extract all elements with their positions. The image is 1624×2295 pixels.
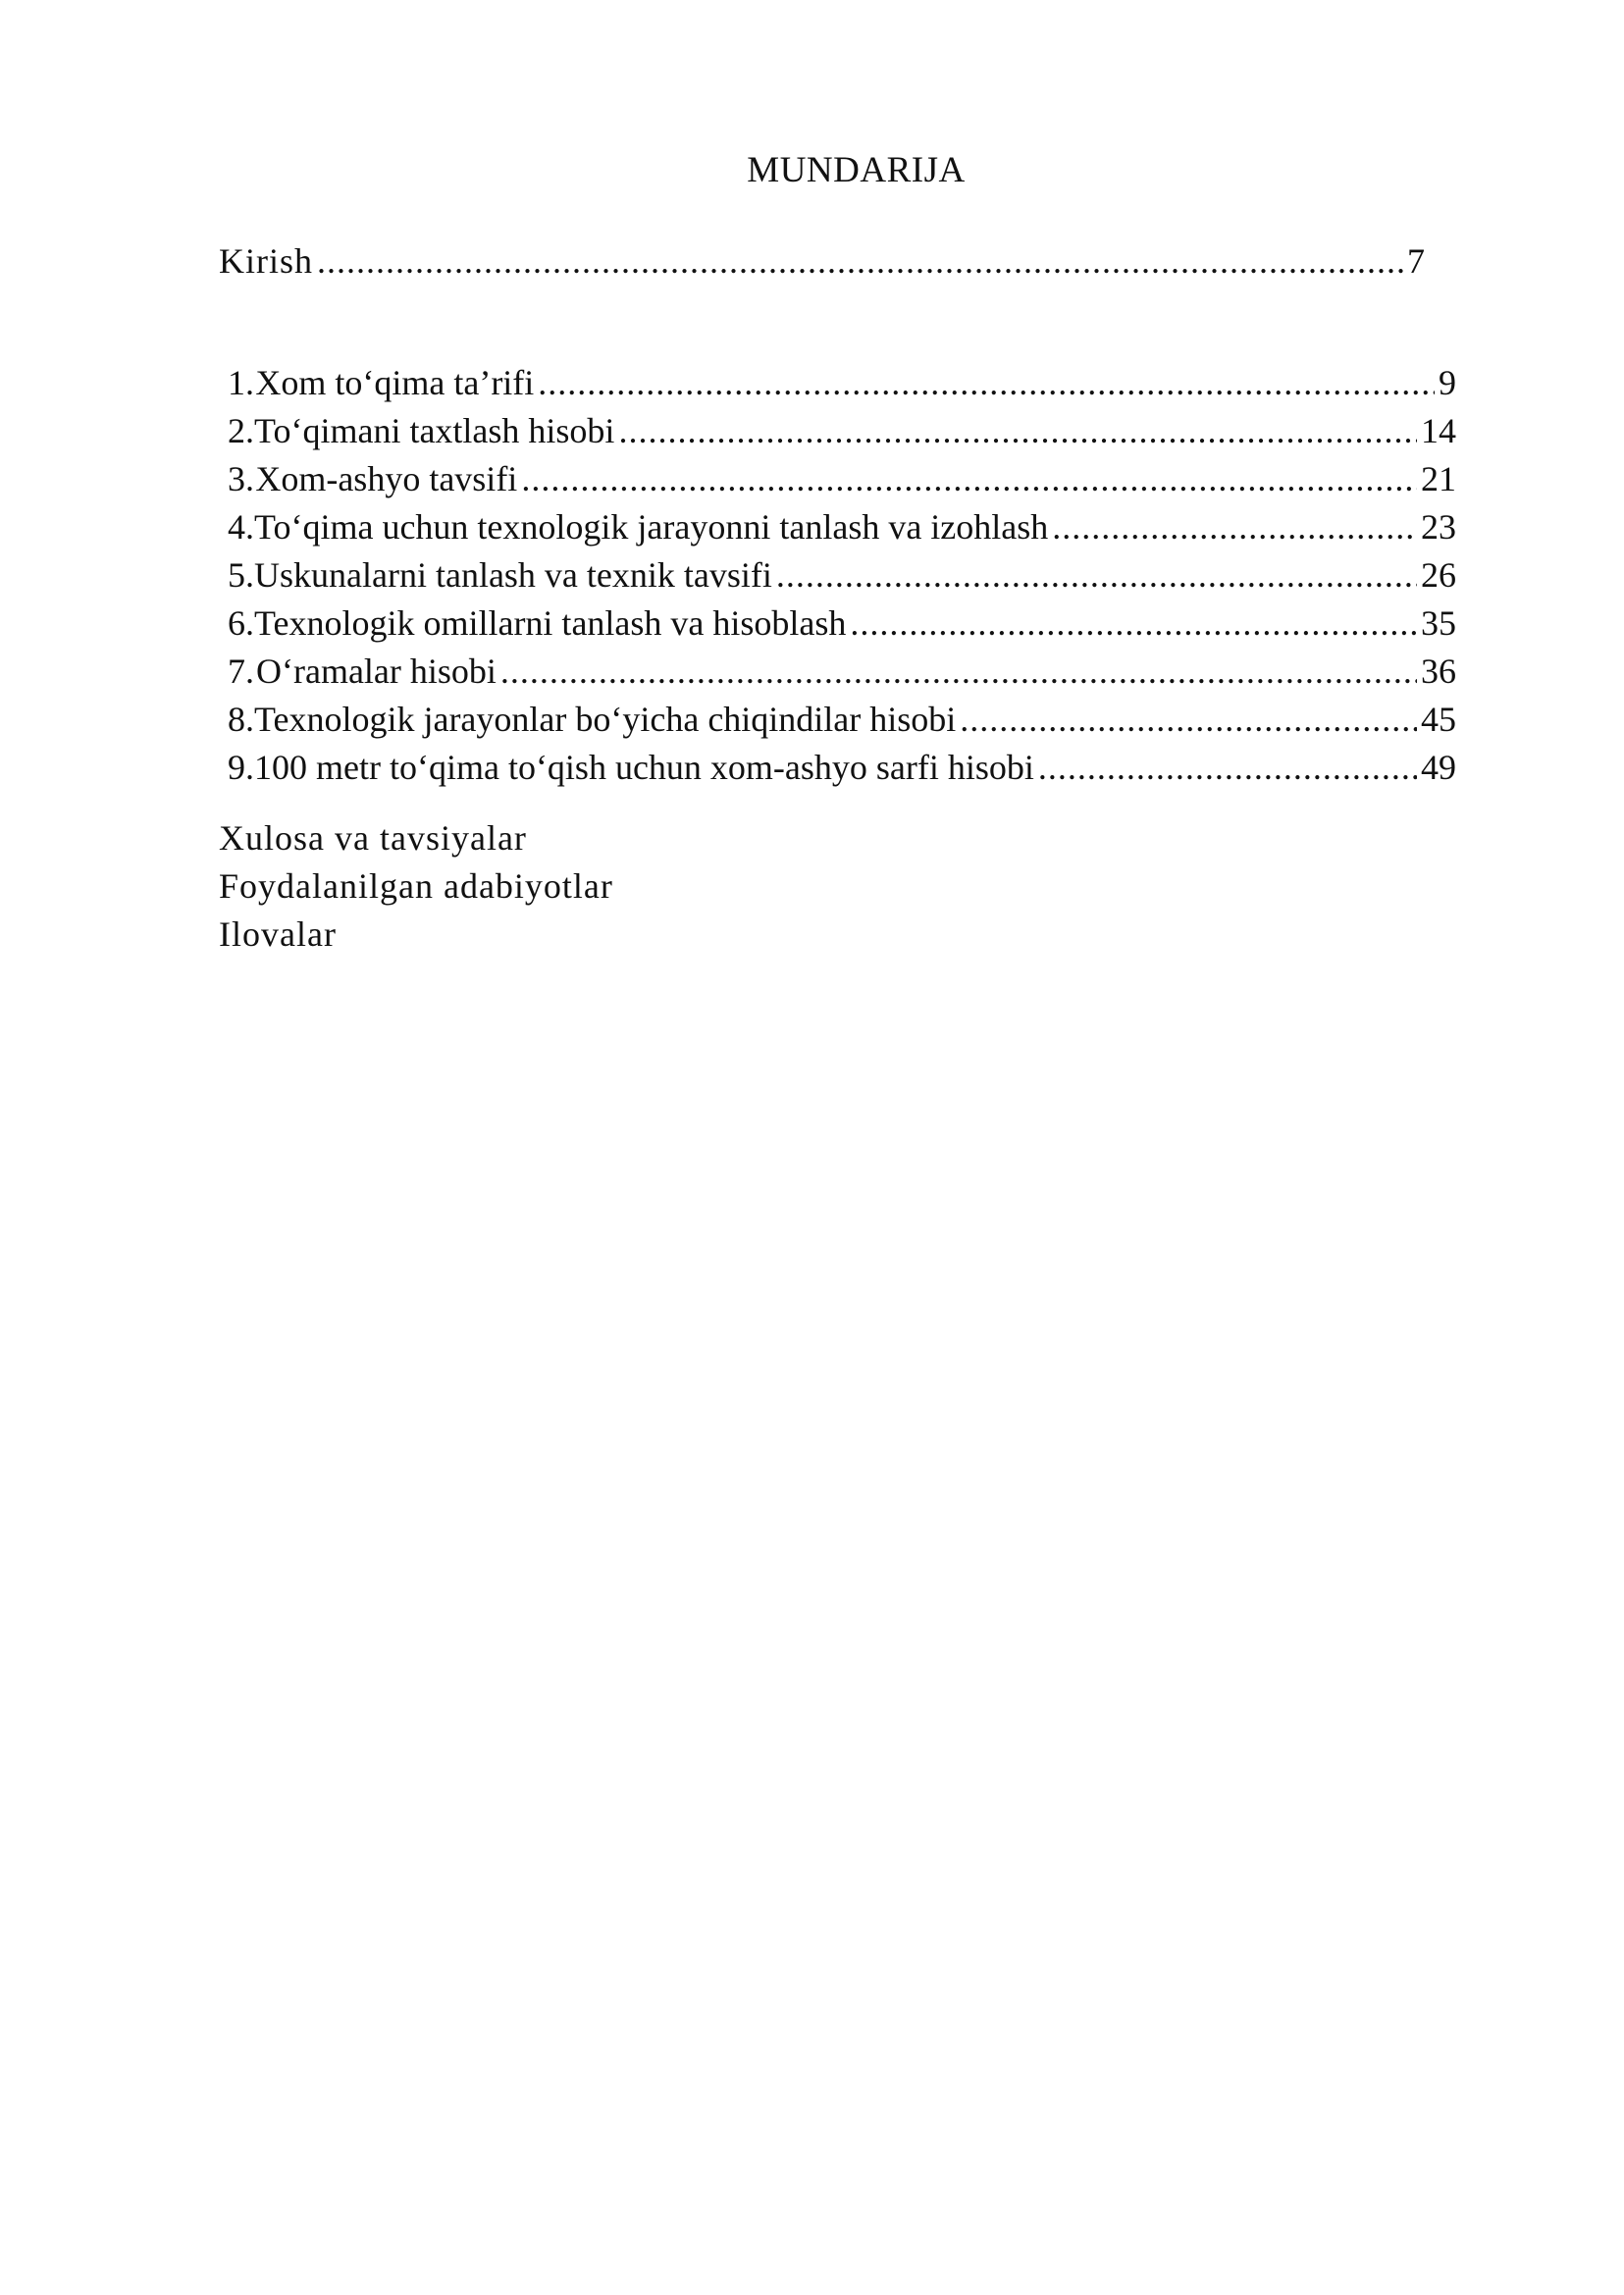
- toc-entry-label: Xom to‘qima ta’rifi: [255, 363, 535, 402]
- toc-entry-page: 36: [1421, 652, 1456, 691]
- chapter-number: 6.: [228, 603, 254, 643]
- toc-entry-chapter-3[interactable]: [228, 455, 1456, 502]
- chapter-number: 2.: [228, 411, 254, 450]
- toc-entry-label: Texnologik omillarni tanlash va hisoblash: [254, 603, 847, 643]
- dot-leader: [850, 600, 1417, 647]
- toc-entry-appendices[interactable]: Ilovalar: [219, 914, 337, 954]
- toc-entry-label: Uskunalarni tanlash va texnik tavsifi: [254, 555, 772, 595]
- toc-entry-chapter-1[interactable]: [228, 359, 1456, 406]
- chapter-number: 3.: [228, 459, 254, 498]
- page-title: MUNDARIJA: [747, 150, 966, 190]
- toc-entry-page: 7: [1407, 241, 1426, 281]
- chapter-number: 5.: [228, 555, 254, 595]
- toc-entry-chapter-4[interactable]: [228, 503, 1456, 550]
- dot-leader: [521, 455, 1417, 502]
- chapter-number: 1.: [228, 363, 254, 402]
- toc-entry-conclusions[interactable]: Xulosa va tavsiyalar: [219, 818, 527, 858]
- dot-leader: [317, 237, 1403, 285]
- toc-entry-page: 14: [1421, 411, 1456, 450]
- toc-entry-references[interactable]: Foydalanilgan adabiyotlar: [219, 866, 613, 906]
- toc-entry-chapter-7[interactable]: [228, 648, 1456, 695]
- dot-leader: [776, 551, 1417, 599]
- chapter-number: 4.: [228, 507, 254, 547]
- toc-entry-page: 23: [1421, 507, 1456, 547]
- toc-entry-chapter-2[interactable]: [228, 407, 1456, 454]
- dot-leader: [618, 407, 1417, 454]
- toc-entry-label: Kirish: [219, 241, 313, 281]
- toc-entry-label: To‘qima uchun texnologik jarayonni tanlash va izohlash: [254, 507, 1049, 547]
- toc-entry-page: 49: [1421, 748, 1456, 787]
- chapter-number: 9.: [228, 748, 254, 787]
- dot-leader: [538, 359, 1435, 406]
- chapter-number: 7.: [228, 652, 254, 691]
- dot-leader: [1052, 503, 1417, 550]
- toc-entry-label: Texnologik jarayonlar bo‘yicha chiqindilar hisobi: [254, 700, 957, 739]
- dot-leader: [500, 648, 1417, 695]
- toc-entry-intro[interactable]: [219, 237, 1426, 285]
- toc-entry-chapter-6[interactable]: [228, 600, 1456, 647]
- dot-leader: [1038, 744, 1417, 791]
- toc-entry-label: 100 metr to‘qima to‘qish uchun xom-ashyo sarfi hisobi: [254, 748, 1034, 787]
- toc-entry-page: 45: [1421, 700, 1456, 739]
- dot-leader: [960, 696, 1417, 743]
- toc-entry-label: To‘qimani taxtlash hisobi: [254, 411, 615, 450]
- toc-entry-chapter-8[interactable]: [228, 696, 1456, 743]
- toc-entry-chapter-9[interactable]: [228, 744, 1456, 791]
- toc-entry-label: O‘ramalar hisobi: [256, 652, 497, 691]
- toc-entry-page: 35: [1421, 603, 1456, 643]
- toc-entry-page: 21: [1421, 459, 1456, 498]
- chapter-number: 8.: [228, 700, 254, 739]
- toc-entry-page: 26: [1421, 555, 1456, 595]
- toc-entry-page: 9: [1439, 363, 1456, 402]
- toc-entry-label: Xom-ashyo tavsifi: [255, 459, 518, 498]
- toc-entry-chapter-5[interactable]: [228, 551, 1456, 599]
